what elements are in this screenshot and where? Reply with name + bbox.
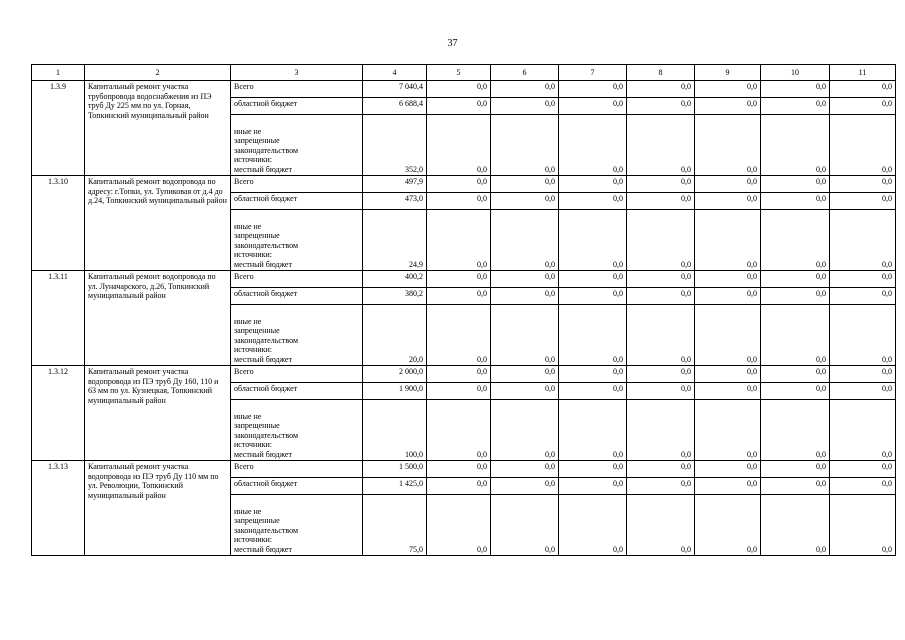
source-other-line: запрещенные [234,136,280,145]
source-other-line: источники: [234,440,272,449]
value-cell: 0,0 [559,81,627,98]
source-other-line: местный бюджет [234,259,292,269]
source-other-line: запрещенные [234,231,280,240]
value-cell: 0,0 [695,400,761,461]
row-index: 1.3.10 [32,176,85,271]
value-cell: 0,0 [695,81,761,98]
value-cell: 0,0 [627,288,695,305]
value-cell: 0,0 [427,81,491,98]
source-other-label [231,495,363,556]
value-cell: 0,0 [761,478,830,495]
value-cell: 0,0 [695,288,761,305]
value-cell: 0,0 [695,210,761,271]
value-cell: 0,0 [761,176,830,193]
value-cell: 0,0 [559,210,627,271]
source-other-line: местный бюджет [234,354,292,364]
source-other-line: запрещенные [234,421,280,430]
value-cell: 0,0 [627,115,695,176]
value-cell: 0,0 [761,81,830,98]
value-cell: 0,0 [491,210,559,271]
source-other-line: источники: [234,155,272,164]
value-cell: 0,0 [491,115,559,176]
table-row [32,176,896,193]
column-header: 9 [695,65,761,81]
source-total-label: Всего [231,366,363,383]
value-cell: 0,0 [695,495,761,556]
value-cell: 352,0 [363,115,427,176]
row-name: Капитальный ремонт участка водопровода из ПЭ труб Ду 110 мм по ул. Революции, Топкинский муниципальный район [85,461,231,556]
value-cell: 1 900,0 [363,383,427,400]
column-header: 1 [32,65,85,81]
value-cell: 0,0 [559,288,627,305]
value-cell: 0,0 [830,81,896,98]
source-regional-label: областной бюджет [231,193,363,210]
source-other-line: законодательством [234,525,299,535]
value-cell: 7 040,4 [363,81,427,98]
value-cell: 0,0 [761,115,830,176]
value-cell: 0,0 [830,478,896,495]
value-cell: 0,0 [761,271,830,288]
value-cell: 0,0 [761,383,830,400]
value-cell: 1 500,0 [363,461,427,478]
value-cell: 0,0 [491,383,559,400]
source-total-label: Всего [231,81,363,98]
value-cell: 0,0 [627,81,695,98]
row-index: 1.3.9 [32,81,85,176]
value-cell: 0,0 [627,366,695,383]
value-cell: 0,0 [761,400,830,461]
source-other-label [231,400,363,461]
column-header: 8 [627,65,695,81]
value-cell: 0,0 [830,400,896,461]
value-cell: 0,0 [627,193,695,210]
value-cell: 497,9 [363,176,427,193]
value-cell: 0,0 [559,400,627,461]
value-cell: 0,0 [695,366,761,383]
source-total-label: Всего [231,271,363,288]
value-cell: 0,0 [627,98,695,115]
source-other-line: источники: [234,535,272,544]
value-cell: 0,0 [559,495,627,556]
source-other-line: иные не [234,411,262,421]
source-other-line: иные не [234,316,262,326]
value-cell: 75,0 [363,495,427,556]
value-cell: 0,0 [491,495,559,556]
value-cell: 0,0 [695,478,761,495]
value-cell: 0,0 [559,383,627,400]
value-cell: 0,0 [627,478,695,495]
value-cell: 0,0 [427,115,491,176]
column-header: 2 [85,65,231,81]
value-cell: 24,9 [363,210,427,271]
value-cell: 0,0 [695,98,761,115]
value-cell: 0,0 [559,271,627,288]
value-cell: 0,0 [695,176,761,193]
value-cell: 0,0 [427,478,491,495]
value-cell: 0,0 [559,176,627,193]
table-body [32,81,896,556]
row-name: Капитальный ремонт участка трубопровода водоснабжения из ПЭ труб Ду 225 мм по ул. Горная, Топкинский муниципальный район [85,81,231,176]
value-cell: 0,0 [491,461,559,478]
value-cell: 0,0 [427,210,491,271]
value-cell: 0,0 [491,305,559,366]
row-name: Капитальный ремонт водопровода по ул. Луначарского, д.26, Топкинский муниципальный район [85,271,231,366]
value-cell: 0,0 [627,495,695,556]
value-cell: 0,0 [427,271,491,288]
source-regional-label: областной бюджет [231,383,363,400]
value-cell: 0,0 [830,210,896,271]
source-other-line: запрещенные [234,516,280,525]
column-header: 4 [363,65,427,81]
table-row [32,81,896,98]
value-cell: 0,0 [695,383,761,400]
value-cell: 0,0 [427,383,491,400]
value-cell: 0,0 [761,288,830,305]
value-cell: 0,0 [695,305,761,366]
source-other-line: местный бюджет [234,164,292,174]
value-cell: 0,0 [761,461,830,478]
value-cell: 0,0 [427,305,491,366]
source-other-label [231,210,363,271]
value-cell: 0,0 [761,98,830,115]
source-other-label [231,305,363,366]
column-header: 7 [559,65,627,81]
value-cell: 0,0 [427,98,491,115]
value-cell: 0,0 [491,271,559,288]
value-cell: 2 000,0 [363,366,427,383]
row-index: 1.3.13 [32,461,85,556]
value-cell: 0,0 [491,400,559,461]
source-other-line: законодательством [234,430,299,440]
value-cell: 0,0 [427,461,491,478]
table-row [32,461,896,478]
value-cell: 0,0 [427,193,491,210]
column-header: 3 [231,65,363,81]
value-cell: 0,0 [559,366,627,383]
value-cell: 0,0 [427,366,491,383]
value-cell: 6 688,4 [363,98,427,115]
source-other-line: законодательством [234,240,299,250]
value-cell: 0,0 [559,478,627,495]
value-cell: 0,0 [761,210,830,271]
value-cell: 1 425,0 [363,478,427,495]
value-cell: 0,0 [695,271,761,288]
value-cell: 0,0 [491,193,559,210]
value-cell: 0,0 [695,115,761,176]
value-cell: 20,0 [363,305,427,366]
source-other-line: источники: [234,250,272,259]
value-cell: 0,0 [830,495,896,556]
value-cell: 0,0 [559,98,627,115]
row-name: Капитальный ремонт водопровода по адресу: г.Топки, ул. Тупиковая от д.4 до д.24, Топкинский муниципальный район [85,176,231,271]
table-row [32,271,896,288]
value-cell: 0,0 [627,271,695,288]
value-cell: 473,0 [363,193,427,210]
value-cell: 0,0 [427,495,491,556]
value-cell: 0,0 [491,288,559,305]
value-cell: 0,0 [427,288,491,305]
value-cell: 0,0 [627,305,695,366]
header-row [32,65,896,81]
value-cell: 0,0 [491,176,559,193]
table-row [32,366,896,383]
source-other-line: иные не [234,221,262,231]
value-cell: 0,0 [695,193,761,210]
source-other-line: законодательством [234,335,299,345]
value-cell: 400,2 [363,271,427,288]
value-cell: 0,0 [491,98,559,115]
value-cell: 0,0 [559,305,627,366]
value-cell: 0,0 [491,81,559,98]
column-header: 10 [761,65,830,81]
value-cell: 0,0 [830,176,896,193]
value-cell: 0,0 [627,400,695,461]
row-index: 1.3.12 [32,366,85,461]
source-other-label [231,115,363,176]
value-cell: 0,0 [627,210,695,271]
value-cell: 380,2 [363,288,427,305]
value-cell: 0,0 [627,383,695,400]
value-cell: 0,0 [830,461,896,478]
column-header: 5 [427,65,491,81]
value-cell: 0,0 [830,366,896,383]
column-header: 6 [491,65,559,81]
value-cell: 0,0 [761,193,830,210]
value-cell: 0,0 [761,366,830,383]
source-other-line: иные не [234,506,262,516]
value-cell: 0,0 [491,478,559,495]
value-cell: 0,0 [427,176,491,193]
source-other-line: местный бюджет [234,544,292,554]
value-cell: 0,0 [830,305,896,366]
value-cell: 0,0 [830,271,896,288]
source-other-line: законодательством [234,145,299,155]
value-cell: 100,0 [363,400,427,461]
source-regional-label: областной бюджет [231,478,363,495]
value-cell: 0,0 [627,461,695,478]
row-index: 1.3.11 [32,271,85,366]
source-total-label: Всего [231,176,363,193]
budget-table [31,64,896,556]
value-cell: 0,0 [830,115,896,176]
value-cell: 0,0 [695,461,761,478]
source-other-line: иные не [234,126,262,136]
page-number: 37 [447,38,458,49]
value-cell: 0,0 [761,495,830,556]
value-cell: 0,0 [830,383,896,400]
value-cell: 0,0 [491,366,559,383]
value-cell: 0,0 [627,176,695,193]
source-total-label: Всего [231,461,363,478]
value-cell: 0,0 [559,193,627,210]
value-cell: 0,0 [830,98,896,115]
value-cell: 0,0 [830,288,896,305]
row-name: Капитальный ремонт участка водопровода из ПЭ труб Ду 160, 110 и 63 мм по ул. Кузнецкая, Топкинский муниципальный район [85,366,231,461]
value-cell: 0,0 [559,115,627,176]
source-regional-label: областной бюджет [231,288,363,305]
source-other-line: местный бюджет [234,449,292,459]
source-other-line: запрещенные [234,326,280,335]
value-cell: 0,0 [830,193,896,210]
source-regional-label: областной бюджет [231,98,363,115]
value-cell: 0,0 [761,305,830,366]
value-cell: 0,0 [427,400,491,461]
value-cell: 0,0 [559,461,627,478]
column-header: 11 [830,65,896,81]
source-other-line: источники: [234,345,272,354]
